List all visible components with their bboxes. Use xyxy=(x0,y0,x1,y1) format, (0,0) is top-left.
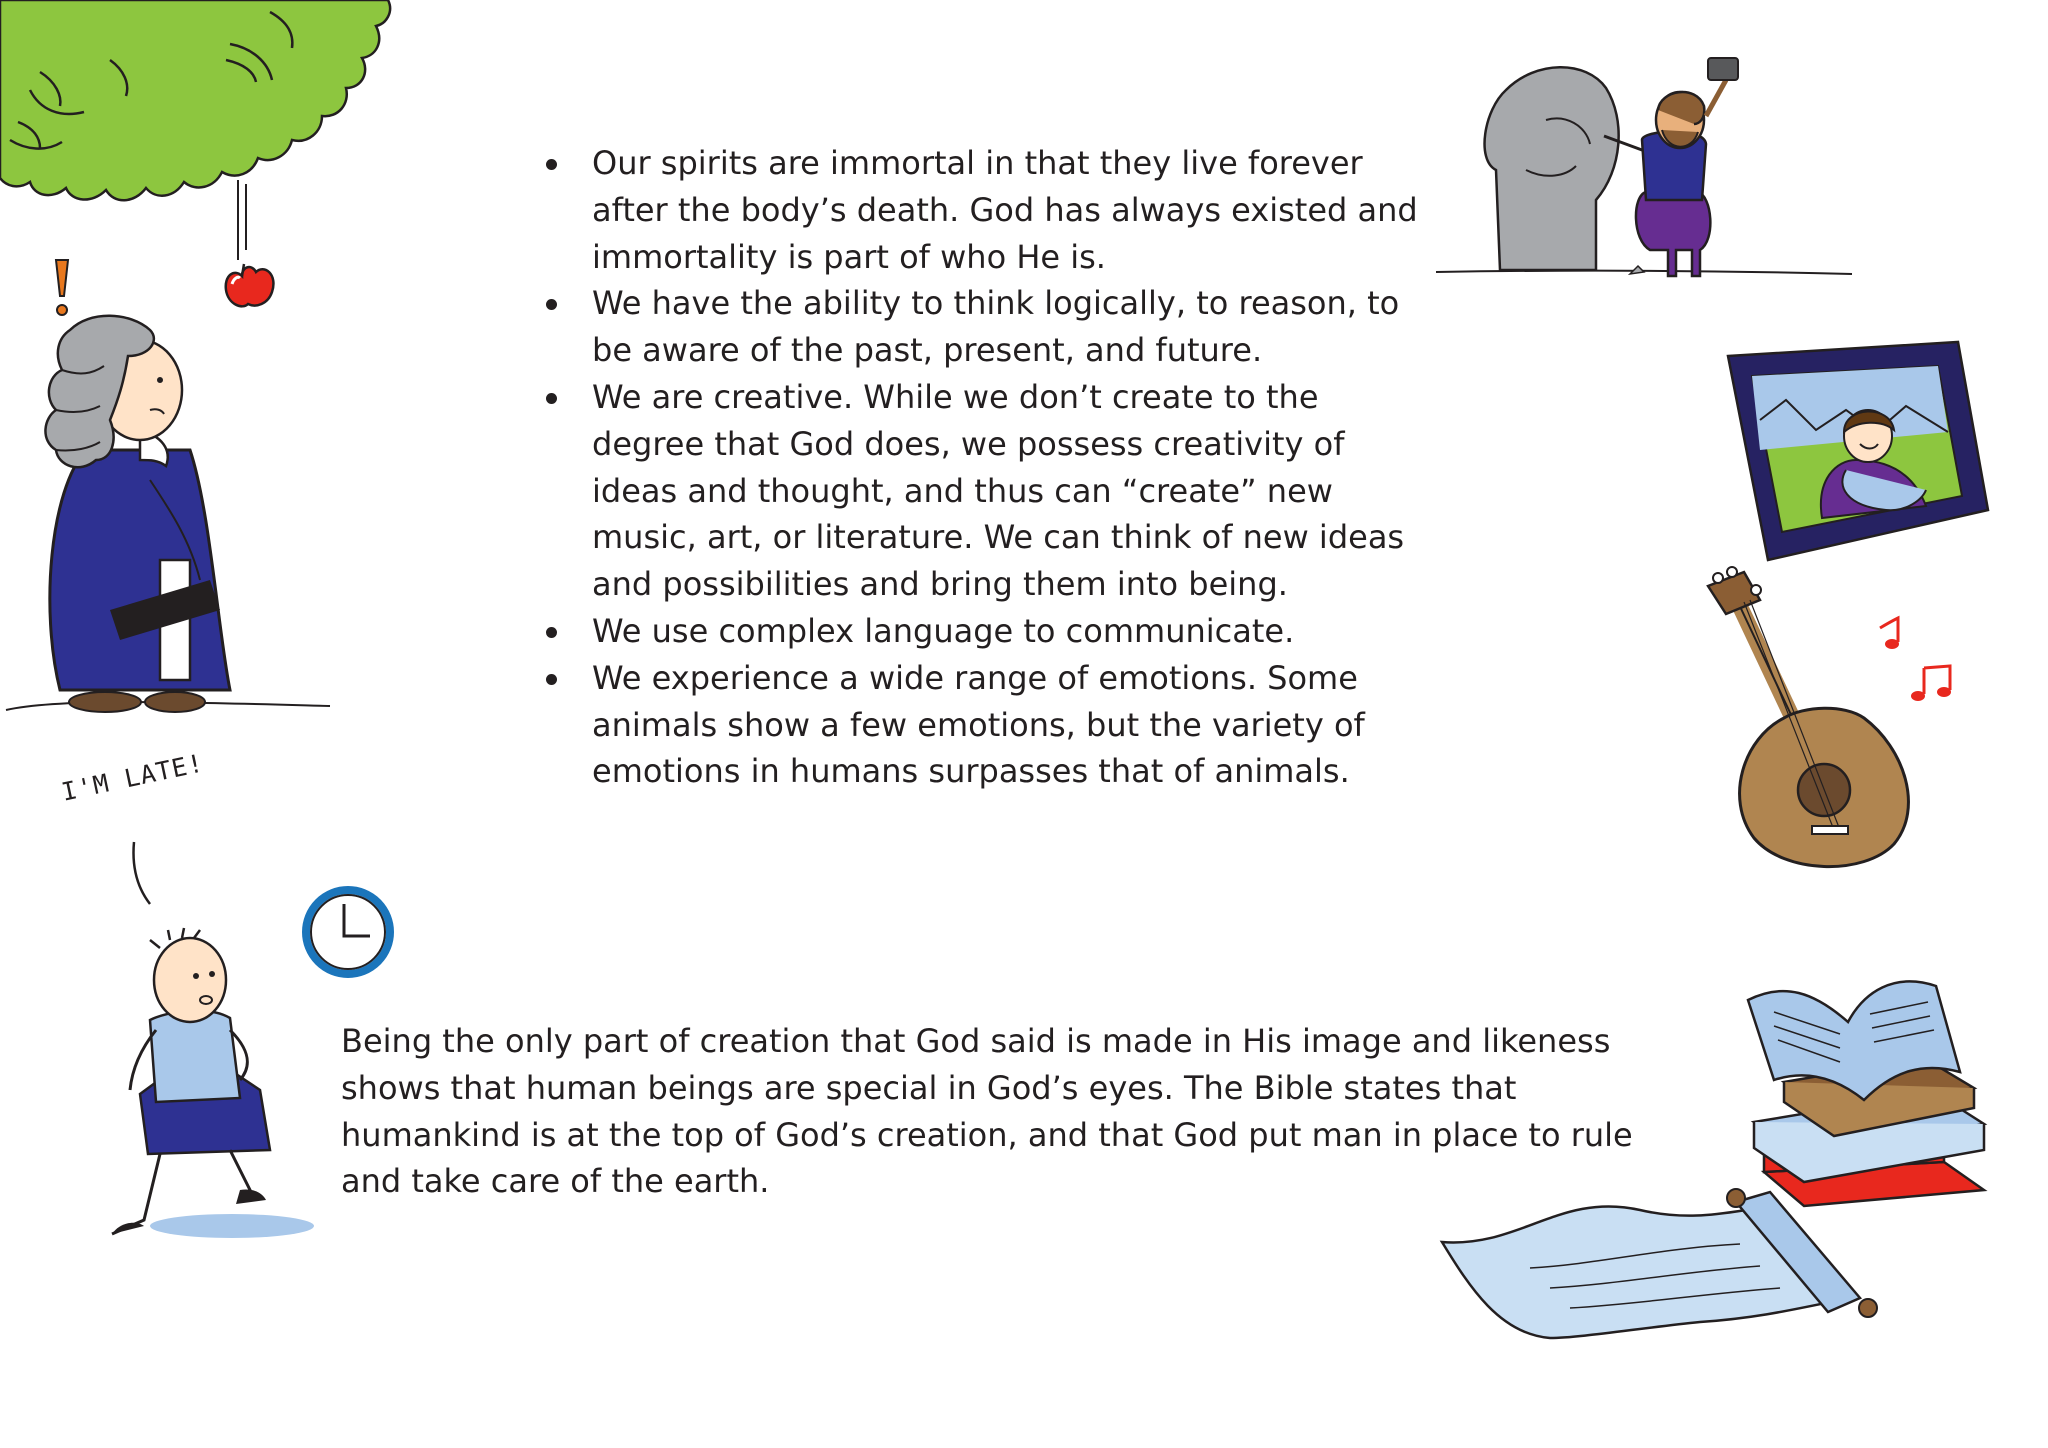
speech-bubble-text: I'M LATE! xyxy=(58,748,207,807)
unrolled-scroll xyxy=(1440,1188,1890,1348)
stacked-books xyxy=(1744,952,2004,1222)
lute-with-music-notes xyxy=(1684,568,1974,878)
bullet-list xyxy=(538,140,1438,795)
bullet-item: We experience a wide range of emotions. Some animals show a few emotions, but the variety of emotions in humans surpasses that of animals. xyxy=(538,655,1438,795)
closing-paragraph: Being the only part of creation that God said is made in His image and likeness shows that human beings are special in God’s eyes. The Bible states that humankind is at the top of God’s creation, and that God put man in place to rule and take care of the earth. xyxy=(341,1022,1633,1201)
sculptor-with-hammer-and-bust xyxy=(1436,40,1856,300)
framed-portrait xyxy=(1726,340,1996,570)
tree-canopy xyxy=(0,0,400,270)
bullet-item: Our spirits are immortal in that they live forever after the body’s death. God has always existed and immortality is part of who He is. xyxy=(538,140,1438,280)
wigged-man-with-book xyxy=(0,310,340,730)
bullet-item: We are creative. While we don’t create to the degree that God does, we possess creativity of ideas and thought, and thus can “create” new music, art, or literature. We can think of new ideas and possibilities and bring them into being. xyxy=(538,374,1438,608)
running-boy xyxy=(100,930,320,1250)
bullet-item: We have the ability to think logically, to reason, to be aware of the past, present, and future. xyxy=(538,280,1438,374)
speech-tail xyxy=(126,840,166,910)
falling-apple xyxy=(216,180,276,330)
bullet-item: We use complex language to communicate. xyxy=(538,608,1438,655)
